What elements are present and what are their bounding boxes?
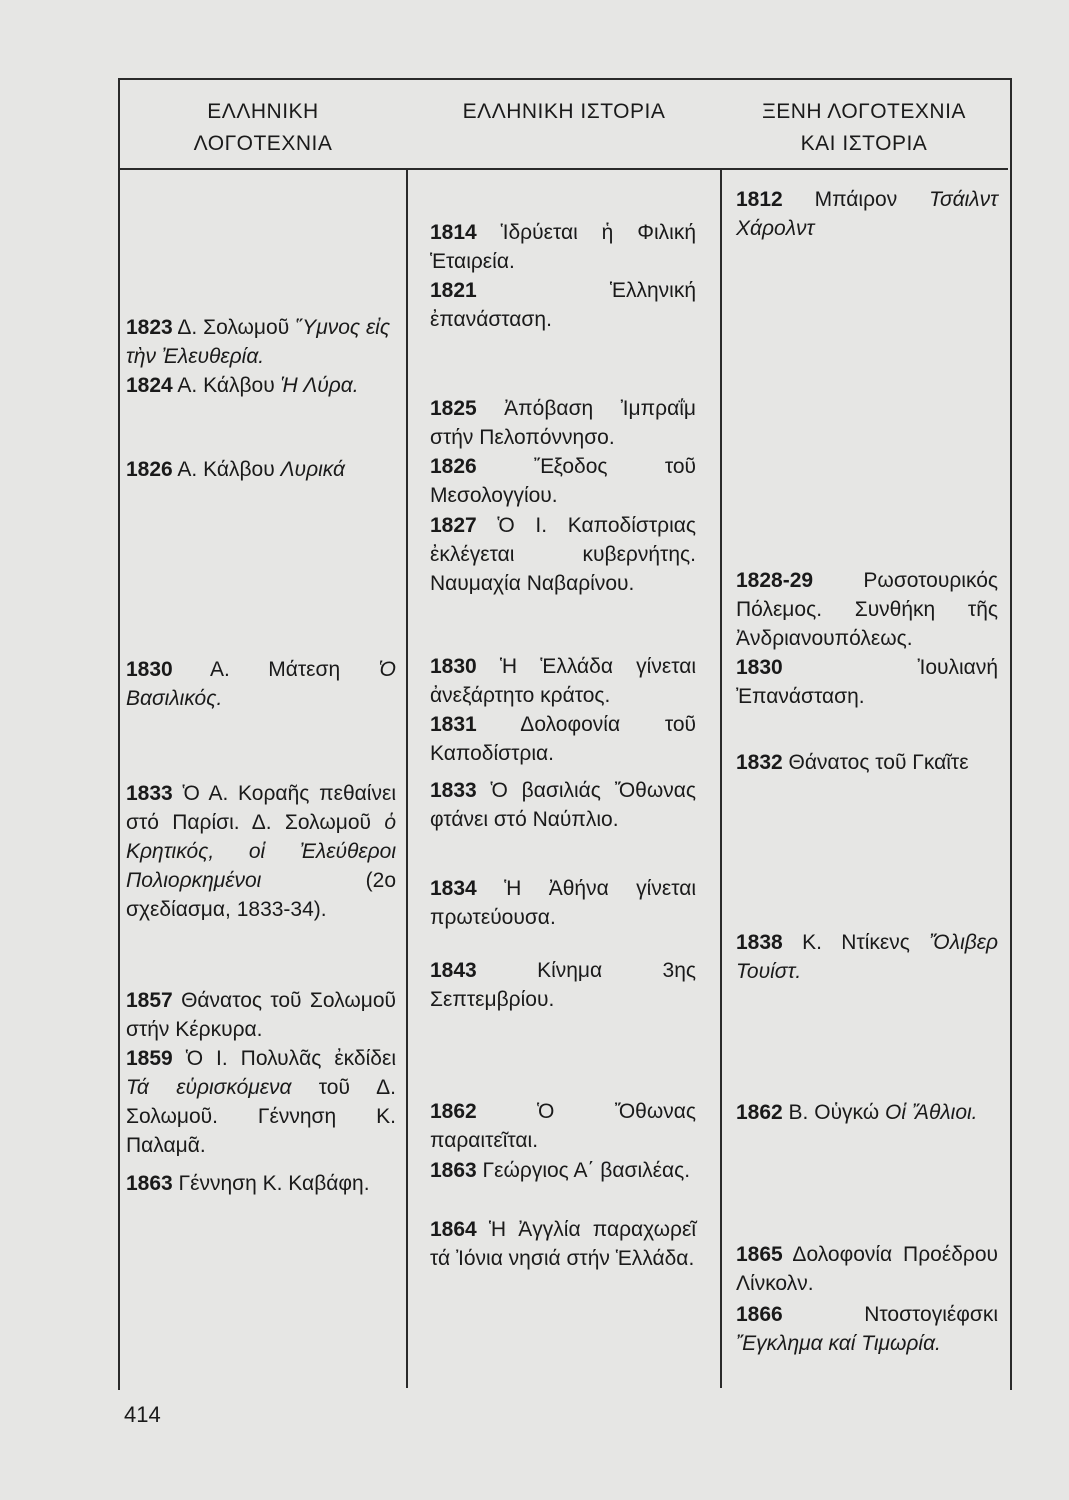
list-item: 1863 Γεώργιος Α΄ βασιλέας. <box>430 1159 691 1182</box>
header-text: ΚΑΙ ΙΣΤΟΡΙΑ <box>800 132 928 155</box>
list-item: 1863 Γέννηση Κ. Καβάφη. <box>126 1172 370 1195</box>
list-item: 1857 Θάνατος τοῦ Σολωμοῦ στήν Κέρκυρα. <box>126 989 396 1041</box>
header-text: ΛΟΓΟΤΕΧΝΙΑ <box>193 132 333 155</box>
header-foreign <box>722 96 1006 160</box>
list-item: 1826 Α. Κάλβου Λυρικά <box>126 458 346 481</box>
header-text: ΕΛΛΗΝΙΚΗ <box>207 100 319 123</box>
list-item: 1843 Κίνημα 3ης Σεπτεμβρίου. <box>430 959 696 1011</box>
list-item: 1830 Ἡ Ἑλλάδα γίνεται ἀνεξάρτητο κράτος. <box>430 655 696 707</box>
list-item: 1834 Ἡ Ἀθήνα γίνεται πρωτεύουσα. <box>430 877 696 929</box>
column-divider-2 <box>720 168 722 1388</box>
list-item: 1833 Ὁ Α. Κοραῆς πεθαίνει στό Παρίσι. Δ. Σολωμοῦ ὁ Κρητικός, οἱ Ἐλεύθεροι Πολιορκημένοι (2ο σχεδίασμα, 1833-34). <box>126 782 396 921</box>
list-item: 1814 Ἱδρύεται ἡ Φιλική Ἑταιρεία. <box>430 221 696 273</box>
list-item: 1831 Δολοφονία τοῦ Καποδίστρια. <box>430 713 696 765</box>
list-item: 1827 Ὁ Ι. Καποδίστριας ἐκλέγεται κυβερνήτης. Ναυμαχία Ναβαρίνου. <box>430 514 696 595</box>
header-text: ΕΛΛΗΝΙΚΗ ΙΣΤΟΡΙΑ <box>462 100 666 123</box>
list-item: 1821 Ἑλληνική ἐπανάσταση. <box>430 279 696 331</box>
page-number: 414 <box>124 1402 161 1427</box>
list-item: 1832 Θάνατος τοῦ Γκαῖτε <box>736 751 969 774</box>
list-item: 1866 Ντοστογιέφσκι Ἔγκλημα καί Τιμωρία. <box>736 1303 998 1355</box>
list-item: 1826 Ἔξοδος τοῦ Μεσολογγίου. <box>430 455 696 507</box>
list-item: 1859 Ὁ Ι. Πολυλᾶς ἐκδίδει Τά εὑρισκόμενα τοῦ Δ. Σολωμοῦ. Γέννηση Κ. Παλαμᾶ. <box>126 1047 396 1157</box>
list-item: 1825 Ἀπόβαση Ἰμπραΐμ στήν Πελοπόννησο. <box>430 397 696 449</box>
list-item: 1864 Ἡ Ἀγγλία παραχωρεῖ τά Ἰόνια νησιά στήν Ἑλλάδα. <box>430 1218 696 1270</box>
list-item: 1862 Β. Οὑγκώ Οἱ Ἄθλιοι. <box>736 1101 978 1124</box>
list-item: 1830 Α. Μάτεση Ὁ Βασιλικός. <box>126 658 396 710</box>
list-item: 1812 Μπάιρον Τσάιλντ Χάρολντ <box>736 188 998 240</box>
list-item: 1838 Κ. Ντίκενς Ὄλιβερ Τουίστ. <box>736 931 998 983</box>
column-divider-1 <box>406 168 408 1388</box>
header-greek-history <box>408 96 720 128</box>
list-item: 1865 Δολοφονία Προέδρου Λίνκολν. <box>736 1243 998 1295</box>
header-divider <box>118 168 1008 170</box>
list-item: 1828-29 Ρωσοτουρικός Πόλεμος. Συνθήκη τῆς Ἀνδριανουπόλεως. <box>736 569 998 650</box>
list-item: 1824 Α. Κάλβου Ἡ Λύρα. <box>126 374 359 397</box>
header-text: ΞΕΝΗ ΛΟΓΟΤΕΧΝΙΑ <box>762 100 966 123</box>
list-item: 1830 Ἰουλιανή Ἐπανάσταση. <box>736 656 998 708</box>
header-greek-literature <box>120 96 406 160</box>
list-item: 1862 Ὁ Ὄθωνας παραιτεῖται. <box>430 1100 696 1152</box>
list-item: 1823 Δ. Σολωμοῦ Ὕμνος εἰς τὴν Ἐλευθερία. <box>126 316 391 368</box>
list-item: 1833 Ὁ βασιλιάς Ὄθωνας φτάνει στό Ναύπλιο. <box>430 779 696 831</box>
